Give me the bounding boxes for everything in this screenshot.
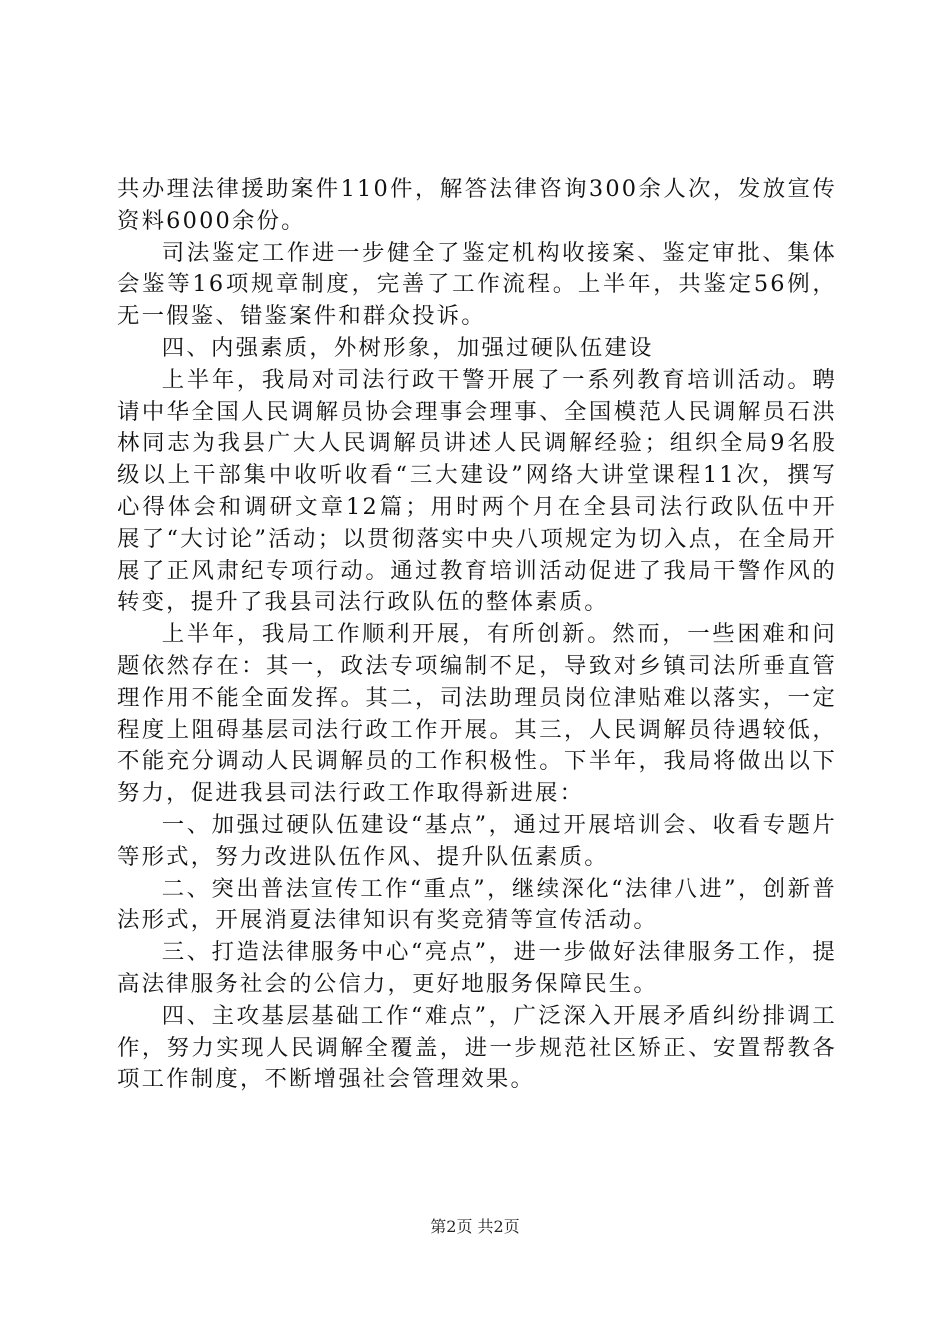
document-body [117, 174, 837, 1096]
section-heading-team-building: 四、内强素质，外树形象，加强过硬队伍建设 [161, 334, 654, 361]
paragraph-training-activities: 上半年，我局对司法行政干警开展了一系列教育培训活动。聘请中华全国人民调解员协会理事会理事、全国模范人民调解员石洪林同志为我县广大人民调解员讲述人民调解经验；组织全局9名股级以上干部集中收听收看“三大建设”网络大讲堂课程11次，撰写心得体会和调研文章12篇；用时两个月在全县司法行政队伍中开展了“大讨论”活动；以贯彻落实中央八项规定为切入点，在全局开展了正风肃纪专项行动。通过教育培训活动促进了我局干警作风的转变，提升了我县司法行政队伍的整体素质。 [117, 366, 837, 616]
plan-item-key-point: 二、突出普法宣传工作“重点”，继续深化“法律八进”，创新普法形式，开展消夏法律知识有奖竞猜等宣传活动。 [117, 875, 837, 934]
paragraph-difficulties-and-plans: 上半年，我局工作顺利开展，有所创新。然而，一些困难和问题依然存在：其一，政法专项编制不足，导致对乡镇司法所垂直管理作用不能全面发挥。其二，司法助理员岗位津贴难以落实，一定程度上阻碍基层司法行政工作开展。其三，人民调解员待遇较低，不能充分调动人民调解员的工作积极性。下半年，我局将做出以下努力，促进我县司法行政工作取得新进展： [117, 621, 837, 807]
plan-item-base-point: 一、加强过硬队伍建设“基点”，通过开展培训会、收看专题片等形式，努力改进队伍作风、提升队伍素质。 [117, 811, 837, 870]
plan-item-difficulty: 四、主攻基层基础工作“难点”，广泛深入开展矛盾纠纷排调工作，努力实现人民调解全覆盖，进一步规范社区矫正、安置帮教各项工作制度，不断增强社会管理效果。 [117, 1002, 837, 1093]
paragraph-legal-aid-continuation: 共办理法律援助案件110件，解答法律咨询300余人次，发放宣传资料6000余份。 [117, 176, 837, 234]
plan-item-highlight: 三、打造法律服务中心“亮点”，进一步做好法律服务工作，提高法律服务社会的公信力，更好地服务保障民生。 [117, 939, 837, 997]
paragraph-judicial-appraisal: 司法鉴定工作进一步健全了鉴定机构收接案、鉴定审批、集体会鉴等16项规章制度，完善了工作流程。上半年，共鉴定56例，无一假鉴、错鉴案件和群众投诉。 [117, 239, 837, 330]
page-number-footer: 第2页 共2页 [430, 1217, 520, 1236]
